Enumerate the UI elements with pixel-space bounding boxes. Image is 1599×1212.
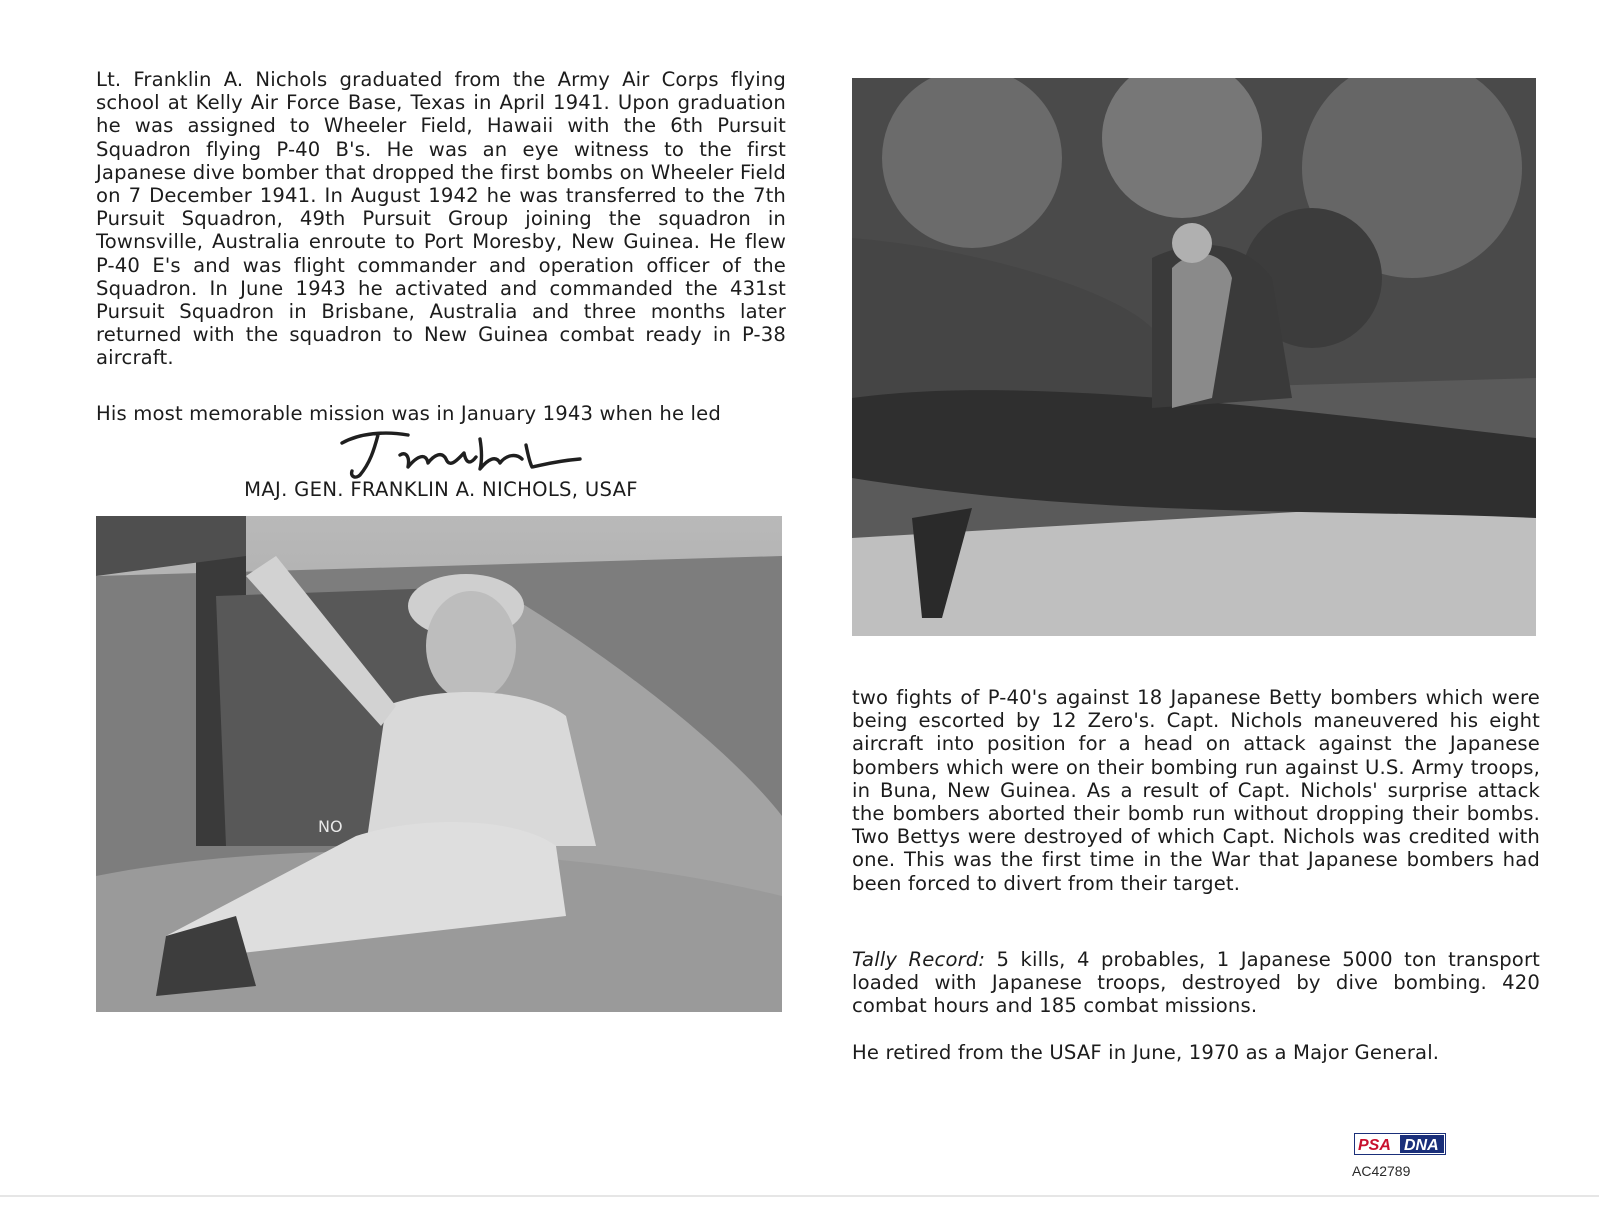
tally-record <box>852 948 1540 1018</box>
plane-marking-no: NO <box>318 817 343 836</box>
signature-caption: MAJ. GEN. FRANKLIN A. NICHOLS, USAF <box>244 478 638 501</box>
certificate-number: AC42789 <box>1352 1163 1411 1179</box>
tally-text: 5 kills, 4 probables, 1 Japanese 5000 ton transport loaded with Japanese troops, destroyed by dive bombing. 420 combat hours and 185 combat missions. <box>852 948 1540 1018</box>
mission-continuation: two fights of P-40's against 18 Japanese Betty bombers which were being escorted by 12 Zero's. Capt. Nichols maneuvered his eight aircraft into position for a head on attack against the Japanese bombers which were on their bombing run against U.S. Army troops, in Buna, New Guinea. As a result of Capt. Nichols' surprise attack the bombers aborted their bomb run without dropping their bombs. Two Bettys were destroyed of which Capt. Nichols was credited with one. This was the first time in the War that Japanese bombers had been forced to divert from their target. <box>852 686 1540 895</box>
handwritten-signature <box>330 425 590 485</box>
svg-text:PSA: PSA <box>1358 1137 1391 1154</box>
bio-paragraph: Lt. Franklin A. Nichols graduated from the Army Air Corps flying school at Kelly Air Force Base, Texas in April 1941. Upon graduation he was assigned to Wheeler Field, Hawaii with the 6th Pursuit Squadron flying P-40 B's. He was an eye witness to the first Japanese dive bomber that dropped the first bombs on Wheeler Field on 7 December 1941. In August 1942 he was transferred to the 7th Pursuit Squadron, 49th Pursuit Group joining the squadron in Townsville, Australia enroute to Port Moresby, New Guinea. He flew P-40 E's and was flight commander and operation officer of the Squadron. In June 1943 he activated and commanded the 431st Pursuit Squadron in Brisbane, Australia and three months later returned with the squadron to New Guinea combat ready in P-38 aircraft. <box>96 68 786 370</box>
photo-pilot-on-wing <box>852 78 1536 636</box>
tally-label: Tally Record: <box>852 948 986 971</box>
page-edge-divider <box>0 1195 1599 1197</box>
retirement-line: He retired from the USAF in June, 1970 as a Major General. <box>852 1041 1440 1064</box>
svg-text:DNA: DNA <box>1404 1137 1439 1154</box>
psa-dna-logo <box>1354 1133 1446 1155</box>
photo-pilot-in-cockpit <box>96 516 782 1012</box>
memorable-mission-intro: His most memorable mission was in January 1943 when he led <box>96 402 721 425</box>
